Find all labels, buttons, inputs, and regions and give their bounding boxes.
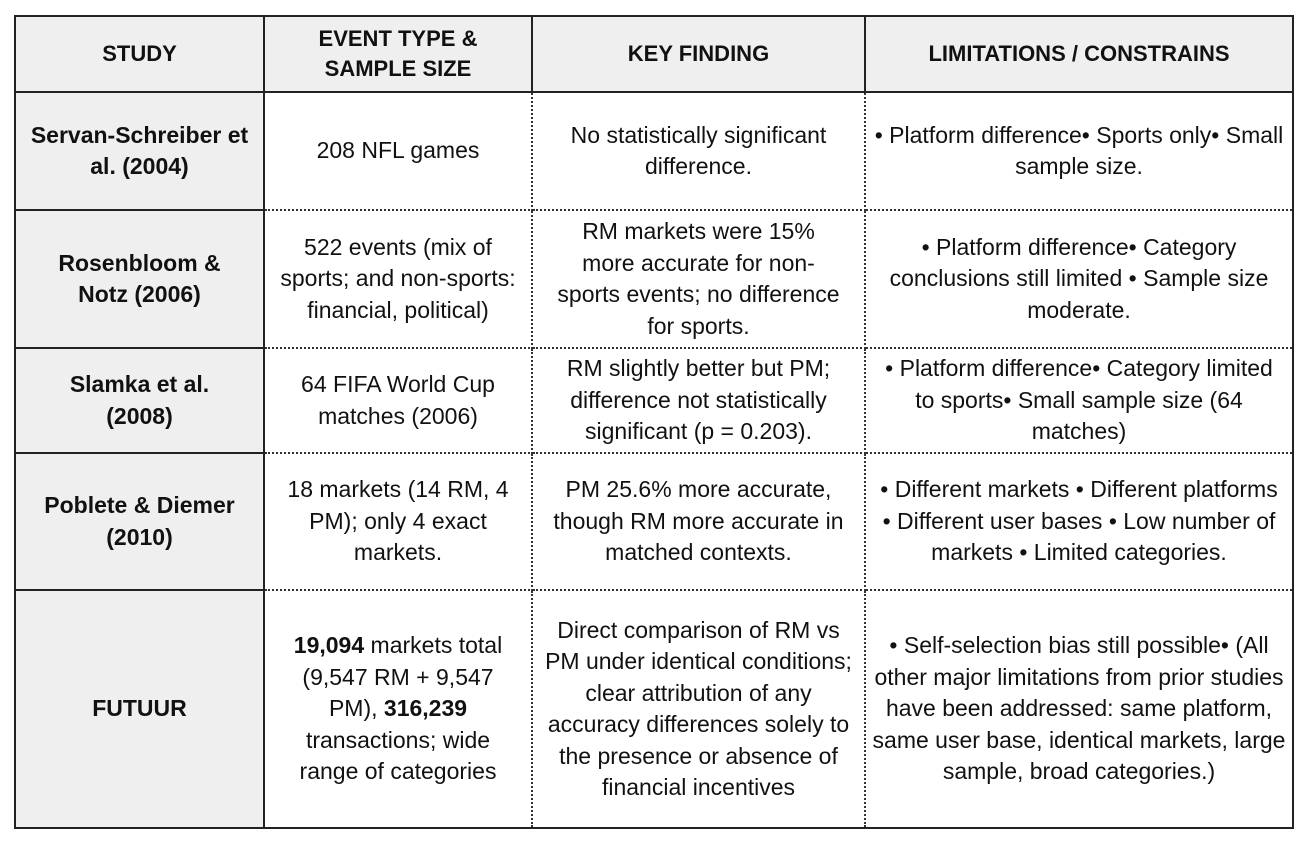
study-cell: Poblete & Diemer (2010) (15, 453, 264, 590)
limitations-cell: • Platform difference• Category conclusions still limited • Sample size moderate. (865, 210, 1293, 348)
transactions-count: 316,239 (383, 695, 468, 722)
header-study: STUDY (15, 16, 264, 92)
header-key-finding: KEY FINDING (532, 16, 865, 92)
comparison-table (14, 15, 1294, 829)
finding-cell: RM markets were 15% more accurate for non-sports events; no difference for sports. (532, 210, 865, 348)
transactions-text: transactions; wide range of categories (299, 726, 497, 785)
table-row (15, 210, 1293, 348)
table-row (15, 590, 1293, 828)
event-cell: 208 NFL games (264, 92, 532, 210)
markets-text: markets total (9,547 RM + 9,547 PM), (302, 632, 503, 722)
limitations-cell: • Different markets • Different platforms • Different user bases • Low number of markets • Limited categories. (865, 453, 1293, 590)
limitations-cell: • Self-selection bias still possible• (All other major limitations from prior studies have been addressed: same platform, same user base, identical markets, large sample, broad categories.) (865, 590, 1293, 828)
event-cell (264, 590, 532, 828)
markets-count: 19,094 (293, 632, 365, 659)
header-event-type-sample-size: EVENT TYPE & SAMPLE SIZE (264, 16, 532, 92)
study-cell: FUTUUR (15, 590, 264, 828)
table-row (15, 348, 1293, 453)
limitations-cell: • Platform difference• Category limited to sports• Small sample size (64 matches) (865, 348, 1293, 453)
study-cell: Servan-Schreiber et al. (2004) (15, 92, 264, 210)
table-row (15, 92, 1293, 210)
finding-cell: PM 25.6% more accurate, though RM more accurate in matched contexts. (532, 453, 865, 590)
finding-cell: RM slightly better but PM; difference not statistically significant (p = 0.203). (532, 348, 865, 453)
finding-cell: Direct comparison of RM vs PM under identical conditions; clear attribution of any accuracy differences solely to the presence or absence of financial incentives (532, 590, 865, 828)
study-cell: Slamka et al. (2008) (15, 348, 264, 453)
table-row (15, 453, 1293, 590)
event-cell: 522 events (mix of sports; and non-sports: financial, political) (264, 210, 532, 348)
header-row (15, 16, 1293, 92)
event-cell: 64 FIFA World Cup matches (2006) (264, 348, 532, 453)
event-cell: 18 markets (14 RM, 4 PM); only 4 exact markets. (264, 453, 532, 590)
finding-cell: No statistically significant difference. (532, 92, 865, 210)
header-limitations: LIMITATIONS / CONSTRAINS (865, 16, 1293, 92)
limitations-cell: • Platform difference• Sports only• Small sample size. (865, 92, 1293, 210)
study-cell: Rosenbloom & Notz (2006) (15, 210, 264, 348)
